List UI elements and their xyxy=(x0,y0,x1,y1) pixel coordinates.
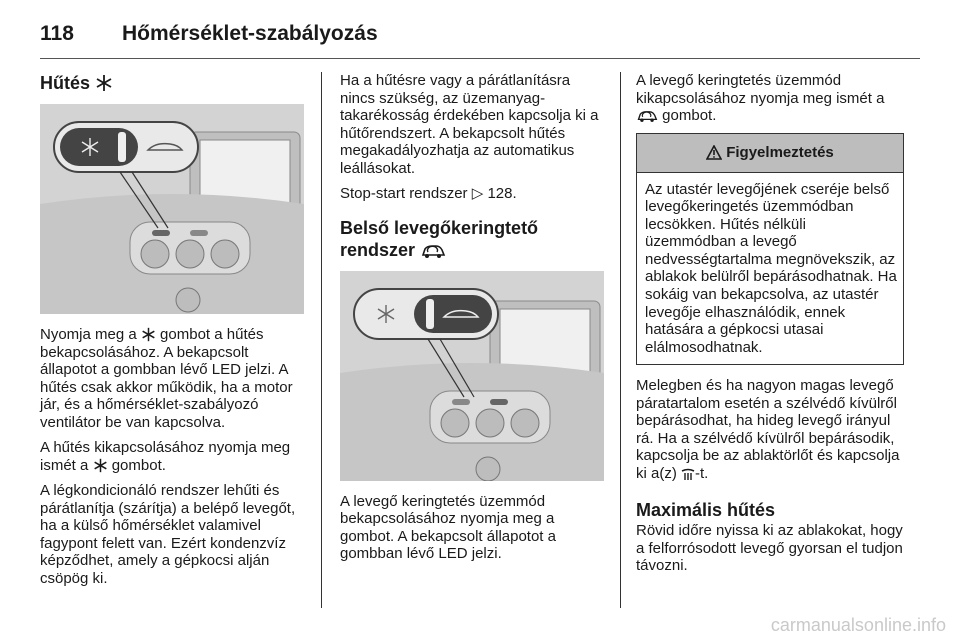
page-number: 118 xyxy=(40,22,74,45)
column-divider xyxy=(321,72,322,608)
snowflake-icon xyxy=(95,74,113,92)
warning-header xyxy=(637,134,903,173)
recirculation-button-figure xyxy=(340,271,604,481)
column-3 xyxy=(636,72,904,583)
section-title-max-cooling: Maximális hűtés xyxy=(636,500,776,521)
page-reference-link[interactable]: 128. xyxy=(487,185,517,202)
paragraph: Nyomja meg a gombot a hűtés bekapcsolásához. A bekapcsolt állapotot a gombban lévő LED jelzi. A hűtés csak akkor működik, ha a motor jár, és a hőmérséklet-szabályozó ventilátor be van kapcsolva. xyxy=(40,326,293,431)
warning-box xyxy=(636,133,904,366)
watermark: carmanualsonline.info xyxy=(770,615,946,635)
paragraph: Ha a hűtésre vagy a párátlanításra nincs szükség, az üzemanyag-takarékosság érdekében kapcsolja ki a hűtőrendszert. A bekapcsolt hűtés megakadályozhatja az automatikus leállásokat. xyxy=(340,72,599,177)
paragraph: A levegő keringtetés üzemmód bekapcsolásához nyomja meg a gombot. A bekapcsolt állapotot a gombban lévő LED jelzi. xyxy=(340,492,556,562)
page-header xyxy=(40,14,920,54)
paragraph: Rövid időre nyissa ki az ablakokat, hogy a felforrósodott levegő gyorsan el tudjon távozni. xyxy=(636,522,903,575)
paragraph: A légkondicionáló rendszer lehűti és párátlanítja (szárítja) a belépő levegőt, ha a külső hőmérséklet valamivel fagypont felett van. Ezért kondenzvíz képződhet, amely a gépkocsi alján csöpög ki. xyxy=(40,482,296,587)
snowflake-icon xyxy=(141,327,156,342)
paragraph: A levegő keringtetés üzemmód kikapcsolásához nyomja meg ismét a gombot. xyxy=(636,72,885,124)
column-1 xyxy=(40,72,304,595)
page-reference-arrow-icon: ▷ xyxy=(471,185,484,202)
recirculation-car-icon xyxy=(420,243,446,259)
column-2 xyxy=(340,72,604,571)
defrost-icon xyxy=(681,467,695,481)
column-divider xyxy=(620,72,621,608)
cooling-button-figure xyxy=(40,104,304,314)
warning-triangle-icon xyxy=(706,145,722,160)
page-heading: Hőmérséklet-szabályozás xyxy=(122,22,378,45)
warning-title: Figyelmeztetés xyxy=(726,143,834,161)
section-title-recirculation: Belső levegőkeringtető rendszer xyxy=(340,217,539,260)
section-title-cooling: Hűtés xyxy=(40,72,304,94)
paragraph: A hűtés kikapcsolásához nyomja meg ismét a gombot. xyxy=(40,439,291,474)
header-rule xyxy=(40,58,920,59)
warning-text: Az utastér levegőjének cseréje belső levegőkeringetés üzemmódban lecsökken. Hűtés nélküli üzemmódban a levegő nedvességtartalma megnövekszik, az ablakok belülről bepárásodhatnak. Ha sokáig van bekapcsolva, az utastér levegője elhasználódik, ennek hatására a gépkocsi utasai elálmosodhatnak. xyxy=(645,180,897,356)
snowflake-icon xyxy=(93,458,108,473)
recirculation-car-icon xyxy=(636,109,658,123)
paragraph: Stop-start rendszer ▷ 128. xyxy=(340,185,517,202)
paragraph: Melegben és ha nagyon magas levegő páratartalom esetén a szélvédő kívülről bepárásodhat, ha hideg levegő irányul rá. Ha a szélvédő kívülről bepárásodik, kapcsolja be az ablaktörlőt és kapcsolja ki a(z) -t. xyxy=(636,377,900,482)
